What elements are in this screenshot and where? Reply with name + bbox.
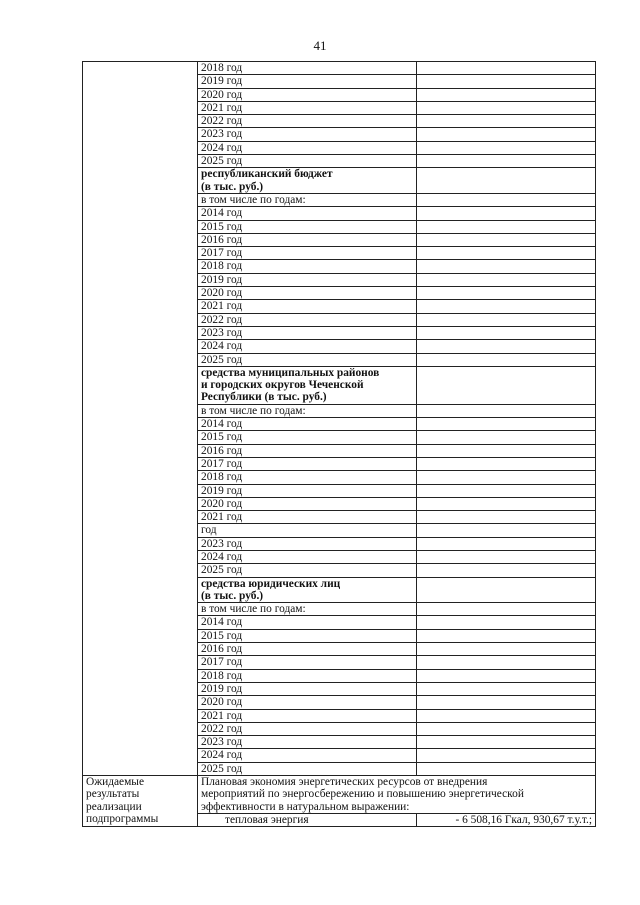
year-label: 2018 год [198,471,417,484]
year-label: 2015 год [198,431,417,444]
year-label: 2020 год [198,497,417,510]
year-label: 2016 год [198,643,417,656]
year-label: 2014 год [198,207,417,220]
value-cell [417,366,596,404]
value-cell [417,168,596,194]
value-cell [417,537,596,550]
year-label: 2017 год [198,247,417,260]
value-cell [417,431,596,444]
heat-energy-label: тепловая энергия [198,813,417,826]
funding-source-title-line: и городских округов Чеченской [201,379,364,392]
value-cell [417,233,596,246]
year-label: 2023 год [198,326,417,339]
by-years-label: в том числе по годам: [198,603,417,616]
year-label: 2016 год [198,233,417,246]
value-cell [417,247,596,260]
expected-results-text-line: эффективности в натуральном выражении: [201,800,410,813]
expected-results-text-line: мероприятий по энергосбережению и повышению энергетической [201,788,524,801]
value-cell [417,273,596,286]
year-label: 2018 год [198,669,417,682]
year-label: 2021 год [198,101,417,114]
value-cell [417,404,596,417]
year-label: 2021 год [198,511,417,524]
page-number: 41 [313,38,327,53]
value-cell [417,603,596,616]
value-cell [417,220,596,233]
value-cell [417,511,596,524]
by-years-label: в том числе по годам: [198,193,417,206]
year-label: 2024 год [198,550,417,563]
year-label: 2020 год [198,696,417,709]
year-label: 2014 год [198,616,417,629]
year-label: 2024 год [198,141,417,154]
year-label: 2025 год [198,564,417,577]
year-label: 2019 год [198,484,417,497]
value-cell [417,260,596,273]
funding-source-title [198,168,417,194]
year-label: 2020 год [198,88,417,101]
expected-results-text-line: Плановая экономия энергетических ресурсов от внедрения [201,776,488,789]
value-cell [417,564,596,577]
value-cell [417,696,596,709]
year-label: 2017 год [198,457,417,470]
year-label: 2015 год [198,629,417,642]
value-cell [417,577,596,603]
year-label: 2022 год [198,115,417,128]
value-cell [417,550,596,563]
value-cell [417,736,596,749]
table-row [83,62,596,75]
heat-energy-value: - 6 508,16 Гкал, 930,67 т.у.т.; [417,813,596,826]
year-label: 2020 год [198,287,417,300]
year-label: 2024 год [198,340,417,353]
year-label: 2025 год [198,353,417,366]
value-cell [417,62,596,75]
year-label: 2023 год [198,537,417,550]
left-column-empty [83,62,198,776]
year-label: 2018 год [198,260,417,273]
year-label: 2023 год [198,736,417,749]
value-cell [417,326,596,339]
year-label: 2022 год [198,722,417,735]
year-label: 2025 год [198,762,417,775]
funding-source-title-line: средства муниципальных районов [201,366,380,379]
value-cell [417,524,596,537]
expected-results-text [198,776,596,814]
value-cell [417,669,596,682]
year-label: 2014 год [198,418,417,431]
year-label: 2018 год [198,62,417,75]
value-cell [417,497,596,510]
year-label: 2023 год [198,128,417,141]
year-label: 2022 год [198,313,417,326]
value-cell [417,616,596,629]
value-cell [417,643,596,656]
funding-source-title [198,577,417,603]
year-label: 2021 год [198,300,417,313]
year-label: 2019 год [198,75,417,88]
value-cell [417,749,596,762]
expected-results-label-line: реализации [86,800,142,813]
value-cell [417,709,596,722]
value-cell [417,141,596,154]
expected-results-label-line: подпрограммы [86,812,159,825]
value-cell [417,418,596,431]
value-cell [417,762,596,775]
value-cell [417,75,596,88]
value-cell [417,340,596,353]
expected-results-label-line: результаты [86,788,140,801]
value-cell [417,128,596,141]
value-cell [417,629,596,642]
value-cell [417,193,596,206]
value-cell [417,287,596,300]
funding-source-title-line: (в тыс. руб.) [201,180,264,193]
value-cell [417,682,596,695]
value-cell [417,300,596,313]
value-cell [417,101,596,114]
year-label: год [198,524,417,537]
funding-table [82,61,596,827]
year-label: 2015 год [198,220,417,233]
value-cell [417,457,596,470]
value-cell [417,313,596,326]
funding-source-title-line: средства юридических лиц [201,577,341,590]
year-label: 2024 год [198,749,417,762]
expected-results-label [83,776,198,827]
value-cell [417,722,596,735]
year-label: 2017 год [198,656,417,669]
value-cell [417,155,596,168]
value-cell [417,444,596,457]
value-cell [417,353,596,366]
value-cell [417,471,596,484]
year-label: 2016 год [198,444,417,457]
year-label: 2025 год [198,155,417,168]
by-years-label: в том числе по годам: [198,404,417,417]
year-label: 2019 год [198,682,417,695]
value-cell [417,88,596,101]
results-row [83,776,596,814]
funding-source-title [198,366,417,404]
value-cell [417,656,596,669]
funding-source-title-line: Республики (в тыс. руб.) [201,391,327,404]
year-label: 2019 год [198,273,417,286]
funding-source-title-line: республиканский бюджет [201,168,333,181]
value-cell [417,115,596,128]
funding-source-title-line: (в тыс. руб.) [201,589,264,602]
value-cell [417,484,596,497]
expected-results-label-line: Ожидаемые [86,776,145,789]
value-cell [417,207,596,220]
year-label: 2021 год [198,709,417,722]
